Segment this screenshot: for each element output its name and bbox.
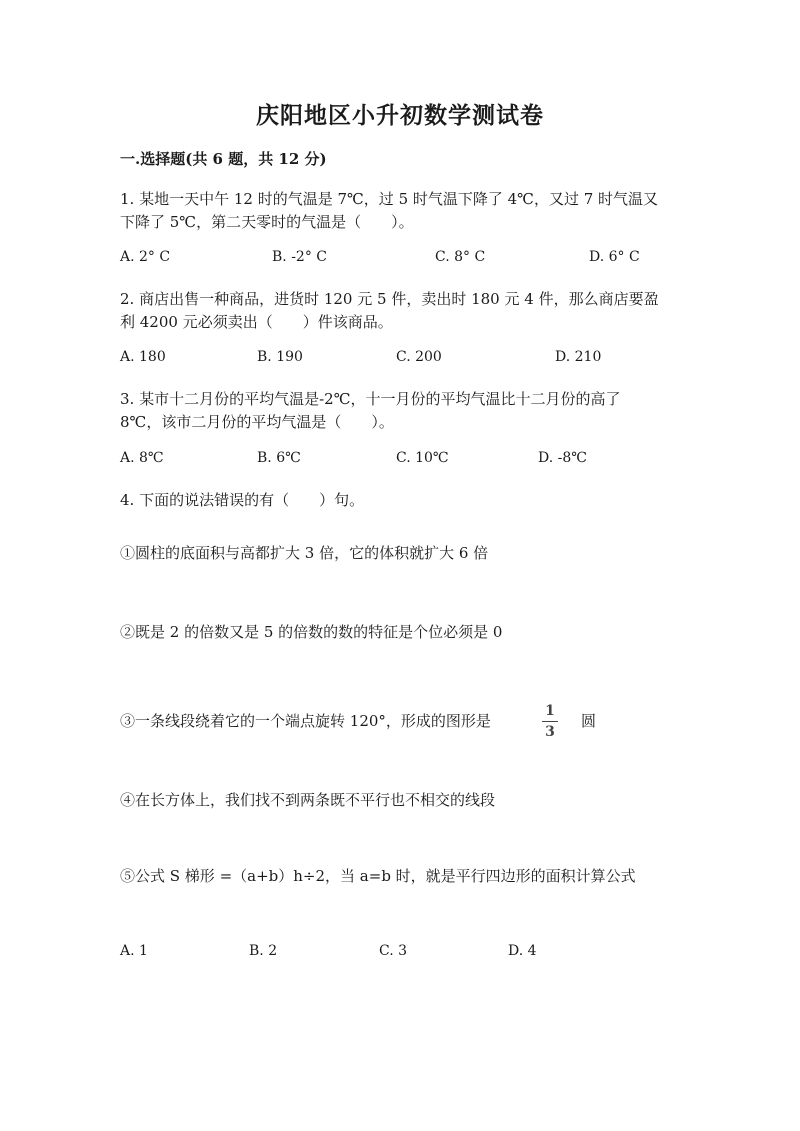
question-3-option-b: B. 6℃	[257, 450, 301, 466]
question-2-option-c: C. 200	[396, 349, 442, 365]
question-2-option-a: A. 180	[120, 349, 166, 365]
question-3-option-c: C. 10℃	[396, 450, 449, 466]
question-3-text-line-2: 8℃，该市二月份的平均气温是（ ）。	[120, 413, 394, 431]
question-3-option-a: A. 8℃	[120, 450, 164, 466]
question-1-option-a: A. 2° C	[120, 249, 171, 265]
question-4-statement-1: ①圆柱的底面积与高都扩大 3 倍，它的体积就扩大 6 倍	[120, 544, 489, 562]
question-4-statement-3: ③一条线段绕着它的一个端点旋转 120°，形成的图形是	[120, 712, 491, 730]
question-3-option-d: D. -8℃	[538, 450, 587, 466]
one-third-fraction	[541, 703, 559, 740]
question-4-statement-4: ④在长方体上，我们找不到两条既不平行也不相交的线段	[120, 791, 496, 809]
fraction-bar	[542, 721, 558, 722]
question-4-statement-2: ②既是 2 的倍数又是 5 的倍数的数的特征是个位必须是 0	[120, 623, 503, 641]
question-4-statement-3-suffix: 圆	[581, 712, 597, 730]
question-1-option-c: C. 8° C	[435, 249, 486, 265]
question-4-option-b: B. 2	[249, 943, 278, 959]
question-1-text-line-2: 下降了 5℃，第二天零时的气温是（ ）。	[120, 213, 414, 231]
question-2-text-line-2: 利 4200 元必须卖出（ ）件该商品。	[120, 313, 393, 331]
question-1-option-b: B. -2° C	[272, 249, 327, 265]
question-4-option-c: C. 3	[379, 943, 408, 959]
question-4-option-a: A. 1	[120, 943, 148, 959]
question-4-option-d: D. 4	[508, 943, 537, 959]
question-1-option-d: D. 6° C	[589, 249, 640, 265]
question-2-option-d: D. 210	[555, 349, 602, 365]
question-4-statement-5: ⑤公式 S 梯形 =（a+b）h÷2，当 a=b 时，就是平行四边形的面积计算公式	[120, 867, 636, 885]
question-1-text-line-1: 1. 某地一天中午 12 时的气温是 7℃，过 5 时气温下降了 4℃，又过 7 时气温又	[120, 190, 659, 208]
fraction-denominator: 3	[545, 724, 555, 740]
question-3-text-line-1: 3. 某市十二月份的平均气温是-2℃，十一月份的平均气温比十二月份的高了	[120, 390, 621, 408]
question-2-text-line-1: 2. 商店出售一种商品，进货时 120 元 5 件，卖出时 180 元 4 件，那么商店要盈	[120, 290, 659, 308]
page-title: 庆阳地区小升初数学测试卷	[256, 102, 544, 129]
fraction-numerator: 1	[545, 703, 555, 719]
question-4-text: 4. 下面的说法错误的有（ ）句。	[120, 491, 365, 509]
section-heading: 一.选择题(共 6 题，共 12 分)	[120, 150, 327, 168]
question-2-option-b: B. 190	[257, 349, 303, 365]
